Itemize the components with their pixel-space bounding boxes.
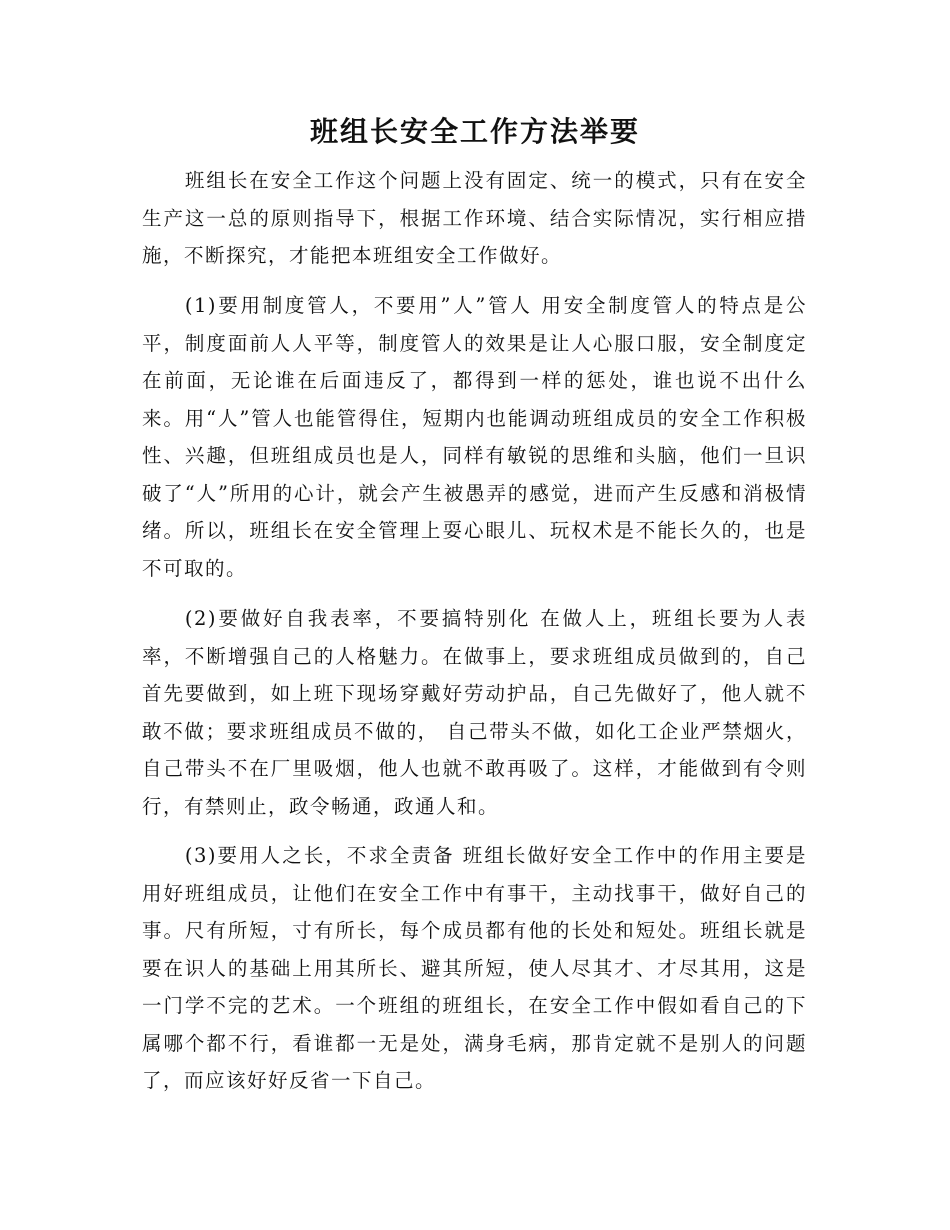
document-title: 班组长安全工作方法举要 <box>309 115 640 148</box>
intro-paragraph: 班组长在安全工作这个问题上没有固定、统一的模式，只有在安全生产这一总的原则指导下，根据工作环境、结合实际情况，实行相应措施，不断探究，才能把本班组安全工作做好。 <box>142 169 807 267</box>
paragraph-3: (3)要用人之长，不求全责备 班组长做好安全工作中的作用主要是用好班组成员，让他们在安全工作中有事干，主动找事干，做好自己的事。尺有所短，寸有所长，每个成员都有他的长处和短处。班组长就是要在识人的基础上用其所长、避其所短，使人尽其才、才尽其用，这是一门学不完的艺术。一个班组的班组长，在安全工作中假如看自己的下属哪个都不行，看谁都一无是处，满身毛病，那肯定就不是别人的问题了，而应该好好反省一下自己。 <box>142 844 807 1092</box>
paragraph-2: (2)要做好自我表率，不要搞特别化 在做人上，班组长要为人表率，不断增强自己的人格魅力。在做事上，要求班组成员做到的，自己首先要做到，如上班下现场穿戴好劳动护品，自己先做好了，他人就不敢不做；要求班组成员不做的， 自己带头不做，如化工企业严禁烟火，自己带头不在厂里吸烟，他人也就不敢再吸了。这样，才能做到有令则行，有禁则止，政令畅通，政通人和。 <box>142 607 807 818</box>
paragraph-1: (1)要用制度管人，不要用”人”管人 用安全制度管人的特点是公平，制度面前人人平等，制度管人的效果是让人心服口服，安全制度定在前面，无论谁在后面违反了，都得到一样的惩处，谁也说不出什么来。用“人”管人也能管得住，短期内也能调动班组成员的安全工作积极性、兴趣，但班组成员也是人，同样有敏锐的思维和头脑，他们一旦识破了“人”所用的心计，就会产生被愚弄的感觉，进而产生反感和消极情绪。所以，班组长在安全管理上耍心眼儿、玩权术是不能长久的，也是不可取的。 <box>142 294 807 580</box>
